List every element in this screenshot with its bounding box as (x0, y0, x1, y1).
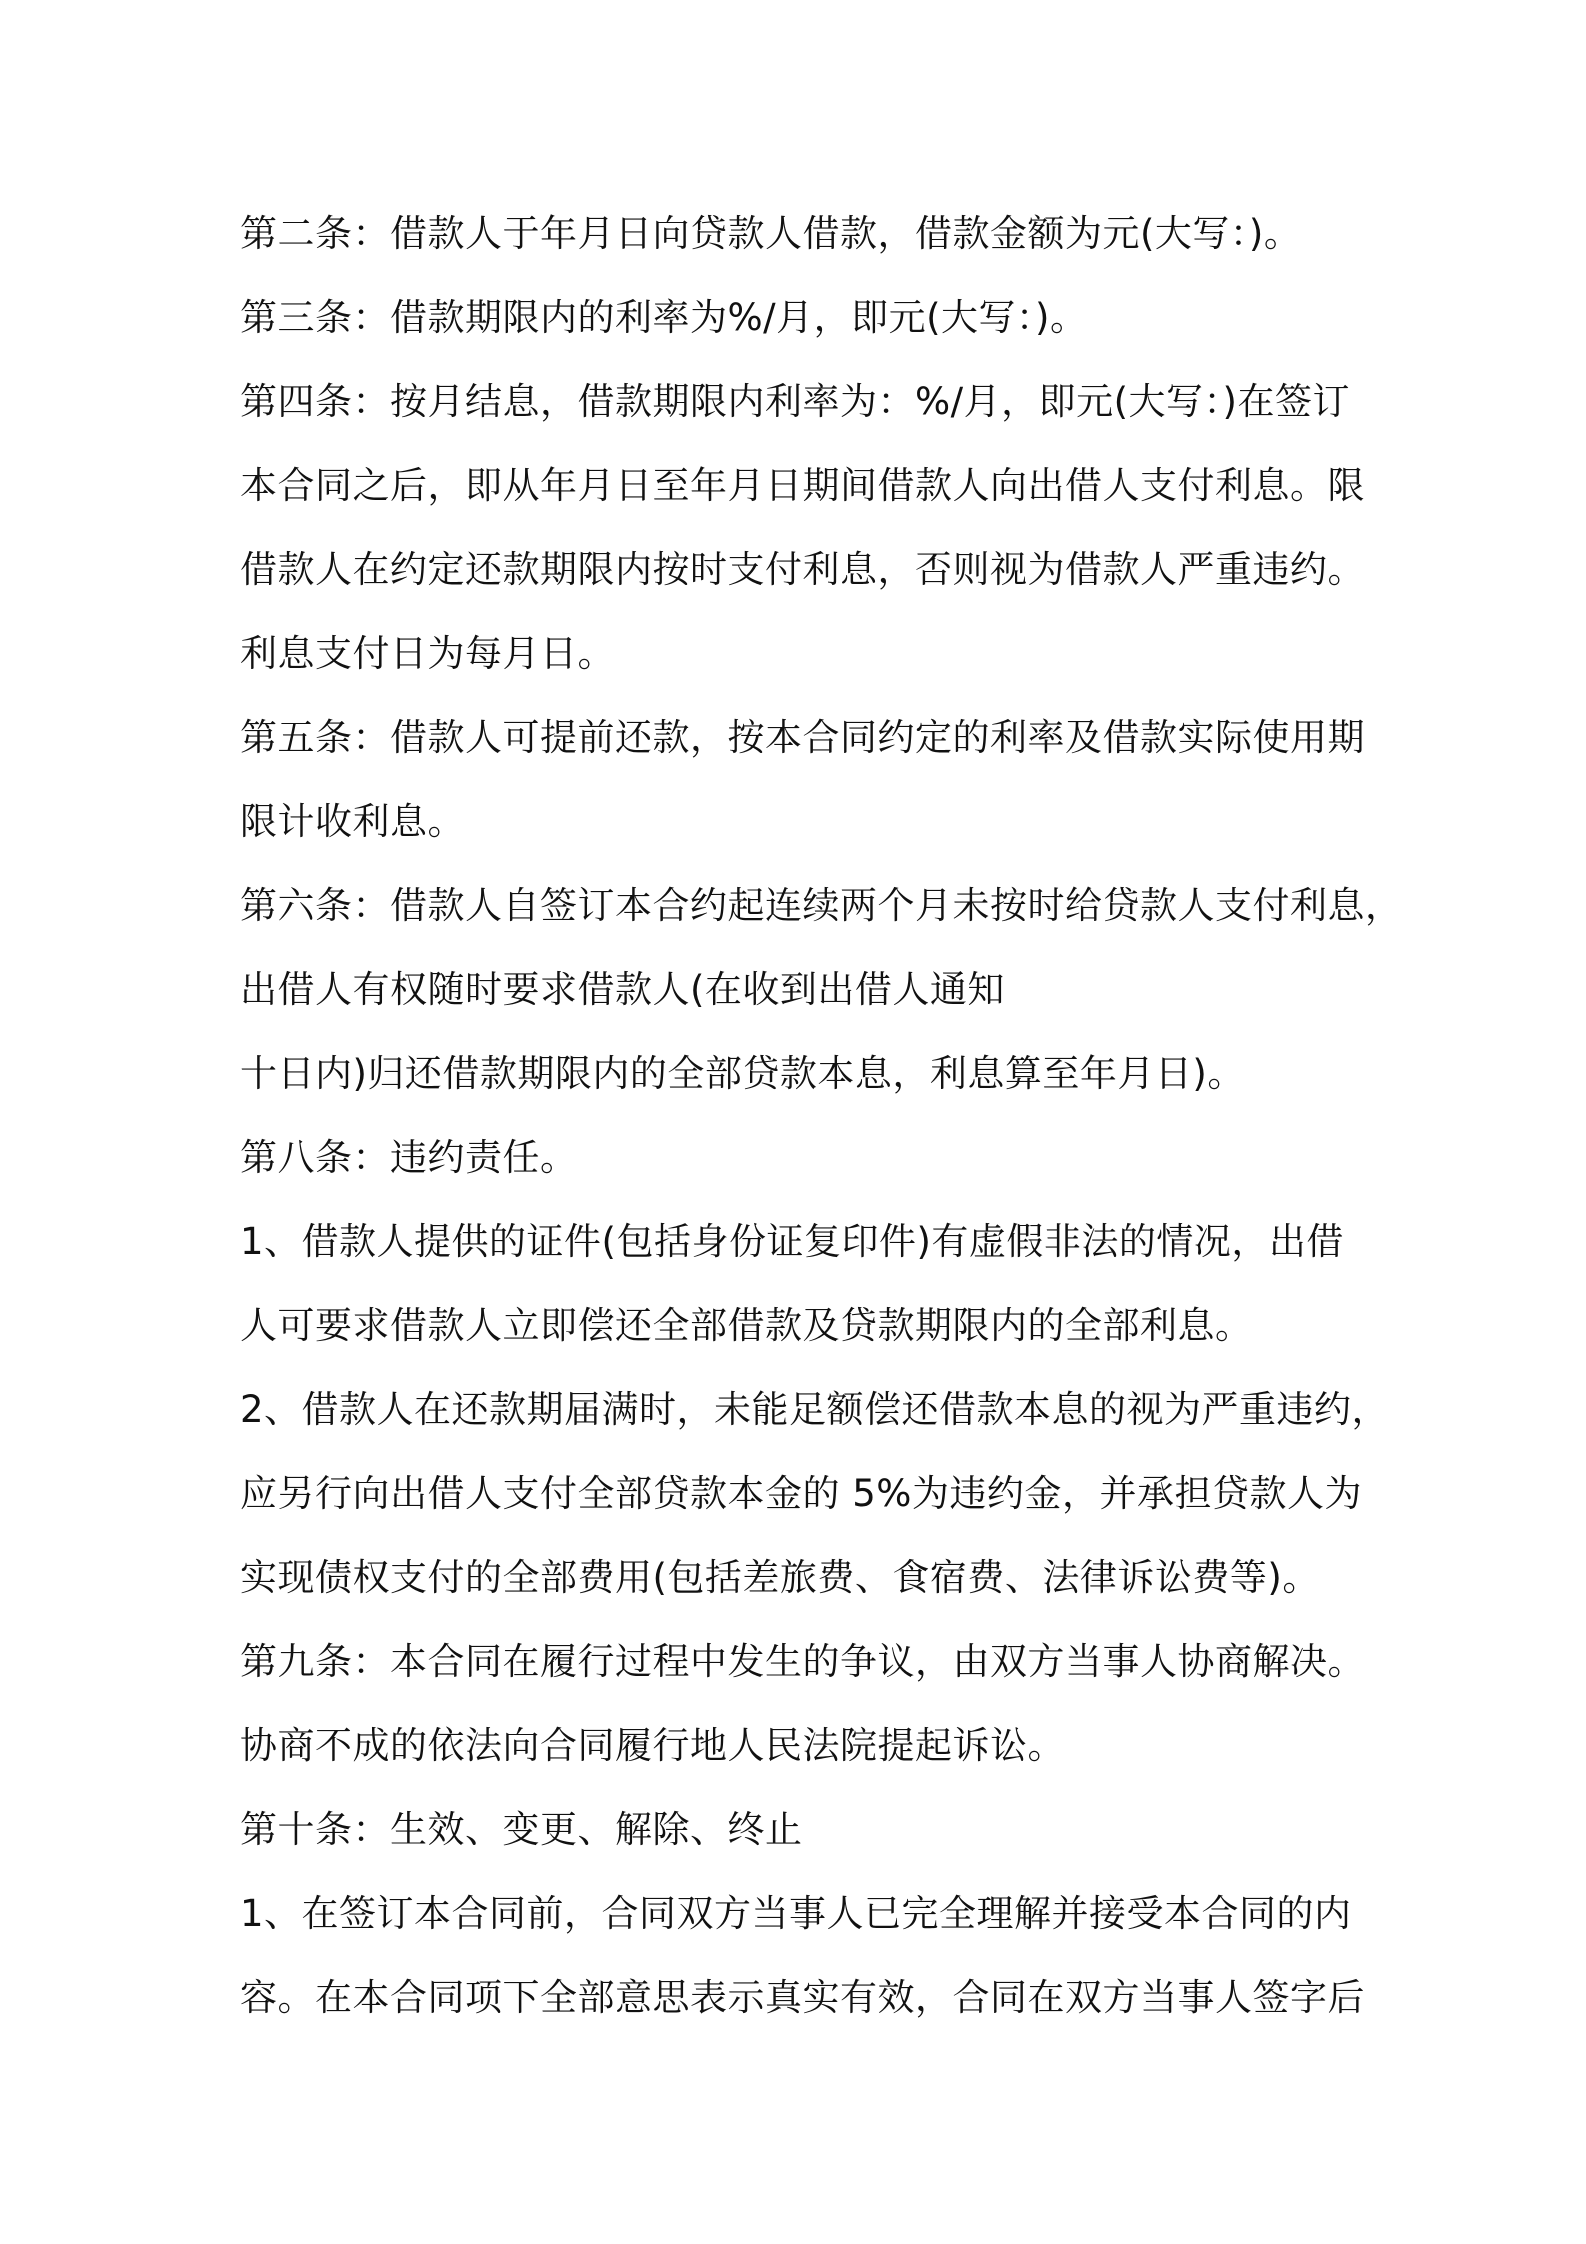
text-line-9: 第六条：借款人自签订本合约起连续两个月未按时给贷款人支付利息， (240, 884, 1403, 927)
text-line-7: 第五条：借款人可提前还款，按本合同约定的利率及借款实际使用期 (240, 716, 1365, 759)
text-line-8: 限计收利息。 (240, 800, 465, 843)
text-line-17: 实现债权支付的全部费用(包括差旅费、食宿费、法律诉讼费等)。 (240, 1556, 1320, 1599)
text-line-6: 利息支付日为每月日。 (240, 632, 615, 675)
text-line-21: 1、在签订本合同前，合同双方当事人已完全理解并接受本合同的内 (240, 1892, 1352, 1935)
text-line-20: 第十条：生效、变更、解除、终止 (240, 1808, 803, 1851)
text-line-18: 第九条：本合同在履行过程中发生的争议，由双方当事人协商解决。 (240, 1640, 1365, 1683)
text-line-1: 第二条：借款人于年月日向贷款人借款，借款金额为元(大写：)。 (240, 212, 1302, 255)
text-line-13: 1、借款人提供的证件(包括身份证复印件)有虚假非法的情况，出借 (240, 1220, 1344, 1263)
text-line-19: 协商不成的依法向合同履行地人民法院提起诉讼。 (240, 1724, 1065, 1767)
text-line-2: 第三条：借款期限内的利率为%/月，即元(大写：)。 (240, 296, 1088, 339)
text-line-16: 应另行向出借人支付全部贷款本金的 5%为违约金，并承担贷款人为 (240, 1472, 1362, 1515)
text-line-3: 第四条：按月结息，借款期限内利率为：%/月，即元(大写：)在签订 (240, 380, 1350, 423)
text-line-14: 人可要求借款人立即偿还全部借款及贷款期限内的全部利息。 (240, 1304, 1253, 1347)
contract-text (240, 192, 1403, 2040)
text-line-4: 本合同之后，即从年月日至年月日期间借款人向出借人支付利息。限 (240, 464, 1365, 507)
text-line-5: 借款人在约定还款期限内按时支付利息，否则视为借款人严重违约。 (240, 548, 1365, 591)
text-line-10: 出借人有权随时要求借款人(在收到出借人通知 (240, 968, 1005, 1011)
text-line-15: 2、借款人在还款期届满时，未能足额偿还借款本息的视为严重违约， (240, 1388, 1390, 1431)
text-line-12: 第八条：违约责任。 (240, 1136, 578, 1179)
text-line-11: 十日内)归还借款期限内的全部贷款本息，利息算至年月日)。 (240, 1052, 1245, 1095)
text-line-22: 容。在本合同项下全部意思表示真实有效，合同在双方当事人签字后 (240, 1976, 1365, 2019)
